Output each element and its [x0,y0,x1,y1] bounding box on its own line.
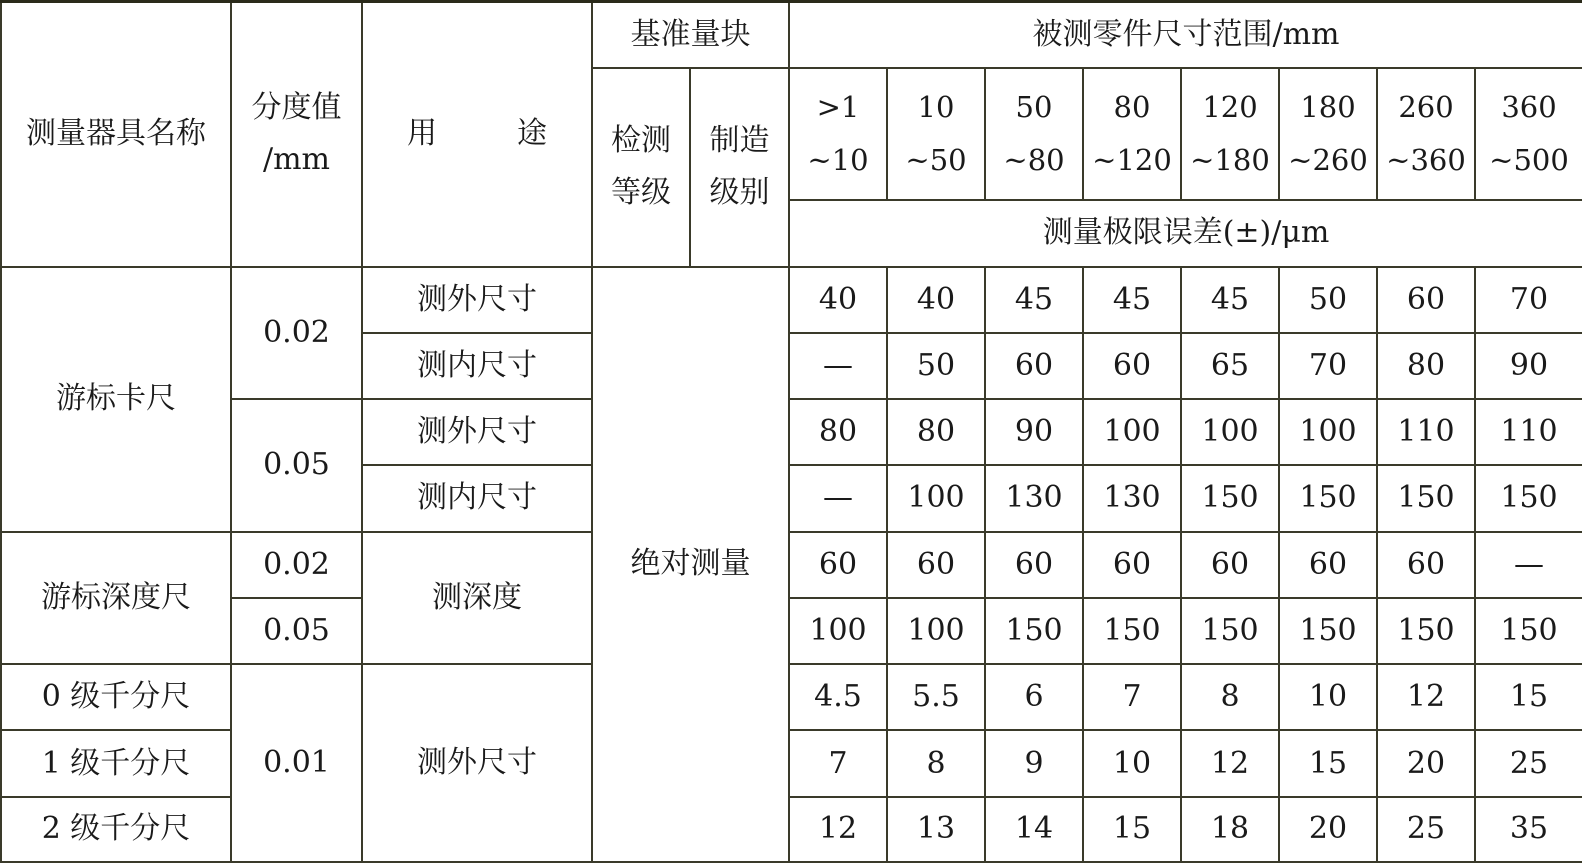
instrument-vernier-caliper: 游标卡尺 [1,267,231,532]
error-cell: 70 [1475,267,1582,333]
instrument-micrometer-grade-0: 0 级千分尺 [1,664,231,730]
error-cell: 8 [887,730,985,796]
division-value: 0.01 [231,664,362,862]
usage-cell: 测外尺寸 [362,267,592,333]
error-cell: 100 [1083,399,1181,465]
range-cell: >1 ~10 [789,68,887,201]
header-usage [362,2,592,267]
error-cell: 40 [887,267,985,333]
header-usage-a: 用 [407,116,437,152]
error-cell: 150 [1377,465,1475,531]
error-cell: 60 [887,532,985,598]
range-cell: 180 ~260 [1279,68,1377,201]
division-value: 0.05 [231,598,362,664]
error-cell: 60 [985,532,1083,598]
error-cell: 150 [1181,465,1279,531]
error-cell: 25 [1377,797,1475,862]
range-cell: 260 ~360 [1377,68,1475,201]
error-cell: 100 [1181,399,1279,465]
header-size-range: 被测零件尺寸范围/mm [789,2,1582,68]
instrument-micrometer-grade-2: 2 级千分尺 [1,797,231,862]
error-cell: 12 [789,797,887,862]
error-cell: 14 [985,797,1083,862]
error-cell: 4.5 [789,664,887,730]
error-cell: 100 [789,598,887,664]
error-cell: 150 [1279,465,1377,531]
error-cell: 100 [887,598,985,664]
error-cell: 130 [985,465,1083,531]
usage-cell: 测内尺寸 [362,333,592,399]
error-cell: 13 [887,797,985,862]
error-cell: 25 [1475,730,1582,796]
error-cell: 20 [1377,730,1475,796]
error-cell: 110 [1475,399,1582,465]
error-cell: 15 [1083,797,1181,862]
usage-cell: 测深度 [362,532,592,665]
error-cell: — [789,465,887,531]
error-cell: 50 [1279,267,1377,333]
header-mfg-grade [690,68,789,267]
error-cell: 60 [789,532,887,598]
usage-cell: 测外尺寸 [362,664,592,862]
error-cell: 60 [1279,532,1377,598]
error-cell: 10 [1279,664,1377,730]
error-cell: 65 [1181,333,1279,399]
error-cell: 100 [887,465,985,531]
range-cell: 360 ~500 [1475,68,1582,201]
error-cell: — [1475,532,1582,598]
error-cell: 150 [1475,465,1582,531]
header-division [231,2,362,267]
error-cell: 150 [985,598,1083,664]
error-cell: 5.5 [887,664,985,730]
usage-cell: 测外尺寸 [362,399,592,465]
error-cell: 80 [789,399,887,465]
error-cell: 8 [1181,664,1279,730]
error-cell: 45 [1181,267,1279,333]
error-cell: 7 [1083,664,1181,730]
error-cell: 130 [1083,465,1181,531]
error-cell: 150 [1377,598,1475,664]
header-error-limit: 测量极限误差(±)/μm [789,200,1582,266]
error-cell: 110 [1377,399,1475,465]
range-cell: 50 ~80 [985,68,1083,201]
division-value: 0.02 [231,267,362,400]
error-cell: 50 [887,333,985,399]
range-cell: 80 ~120 [1083,68,1181,201]
header-check-grade [592,68,690,267]
error-cell: 15 [1279,730,1377,796]
header-mfg-grade-l2: 级别 [709,175,770,211]
division-value: 0.05 [231,399,362,532]
error-cell: 80 [1377,333,1475,399]
error-cell: 45 [1083,267,1181,333]
header-check-grade-l2: 等级 [611,175,671,211]
error-cell: 60 [1083,333,1181,399]
error-cell: 12 [1377,664,1475,730]
error-cell: 35 [1475,797,1582,862]
range-cell: 120 ~180 [1181,68,1279,201]
error-cell: 70 [1279,333,1377,399]
error-cell: 90 [1475,333,1582,399]
error-cell: 60 [985,333,1083,399]
error-cell: 60 [1083,532,1181,598]
instrument-vernier-depth-gauge: 游标深度尺 [1,532,231,665]
error-cell: 150 [1181,598,1279,664]
error-cell: 9 [985,730,1083,796]
header-instrument-name: 测量器具名称 [1,2,231,267]
error-cell: 12 [1181,730,1279,796]
error-cell: — [789,333,887,399]
header-division-unit: /mm [262,142,330,178]
usage-cell: 测内尺寸 [362,465,592,531]
header-division-label: 分度值 [251,90,342,126]
range-cell: 10 ~50 [887,68,985,201]
error-cell: 45 [985,267,1083,333]
method-absolute: 绝对测量 [592,267,789,862]
error-cell: 10 [1083,730,1181,796]
error-cell: 150 [1475,598,1582,664]
error-cell: 15 [1475,664,1582,730]
error-cell: 6 [985,664,1083,730]
header-usage-b: 途 [517,116,547,152]
error-cell: 18 [1181,797,1279,862]
error-cell: 40 [789,267,887,333]
error-cell: 80 [887,399,985,465]
error-cell: 150 [1083,598,1181,664]
error-cell: 20 [1279,797,1377,862]
header-check-grade-l1: 检测 [611,123,671,159]
header-gauge-block: 基准量块 [592,2,789,68]
instrument-micrometer-grade-1: 1 级千分尺 [1,730,231,796]
error-cell: 60 [1377,267,1475,333]
error-cell: 60 [1181,532,1279,598]
error-cell: 90 [985,399,1083,465]
error-cell: 150 [1279,598,1377,664]
division-value: 0.02 [231,532,362,598]
error-cell: 7 [789,730,887,796]
error-cell: 60 [1377,532,1475,598]
header-mfg-grade-l1: 制造 [709,123,770,159]
error-cell: 100 [1279,399,1377,465]
